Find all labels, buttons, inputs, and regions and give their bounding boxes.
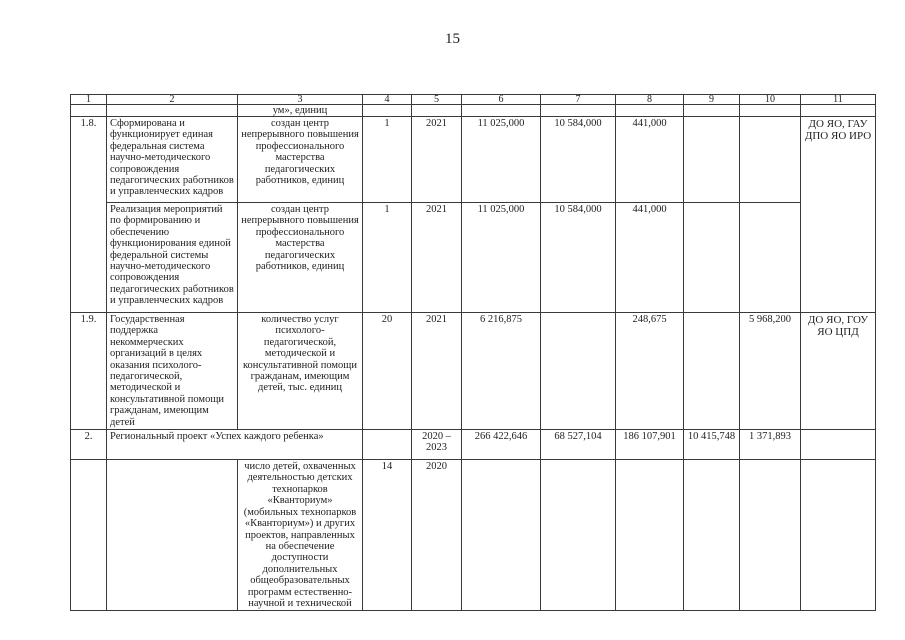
table-row-1-8 — [71, 117, 876, 203]
row-1-8-reg: 441,000 — [616, 117, 684, 203]
continuation-text: ум», единиц — [238, 105, 363, 117]
col-num-7: 7 — [541, 95, 616, 105]
row-1-8-sub-year: 2021 — [412, 203, 462, 313]
col-num-8: 8 — [616, 95, 684, 105]
row-1-8-indicator: создан центр непрерывного повышения профессионального мастерства педагогических работников, единиц — [238, 117, 363, 203]
column-number-row — [71, 95, 876, 105]
col-num-10: 10 — [740, 95, 801, 105]
row-1-9-total: 6 216,875 — [462, 313, 541, 430]
row-1-9-other: 5 968,200 — [740, 313, 801, 430]
table-row-2-indicator — [71, 460, 876, 611]
row-1-9-indicator: количество услуг психолого-педагогической, методической и консультативной помощи гражданам, имеющим детей, тыс. единиц — [238, 313, 363, 430]
col-num-4: 4 — [363, 95, 412, 105]
row-2-indicator: число детей, охваченных деятельностью детских технопарков «Кванториум» (мобильных технопарков «Кванториум») и других проектов, направленных на обеспечение доступности дополнительных общеобразовательных программ естественно-научной и технической — [238, 460, 363, 611]
row-1-9-name: Государственная поддержка некоммерческих организаций в целях оказания психолого-педагогической, методической и консультативной помощи гражданам, имеющим детей — [107, 313, 238, 430]
table-row-1-8-sub — [71, 203, 876, 313]
row-2-ind-value: 14 — [363, 460, 412, 611]
row-1-8-sub-reg: 441,000 — [616, 203, 684, 313]
row-2-local: 10 415,748 — [684, 430, 740, 460]
col-num-3: 3 — [238, 95, 363, 105]
row-1-9-reg: 248,675 — [616, 313, 684, 430]
row-1-8-fed: 10 584,000 — [541, 117, 616, 203]
row-1-9-number: 1.9. — [71, 313, 107, 430]
col-num-9: 9 — [684, 95, 740, 105]
row-1-9-responsible: ДО ЯО, ГОУ ЯО ЦПД — [801, 313, 876, 430]
row-1-8-sub-total: 11 025,000 — [462, 203, 541, 313]
row-1-8-sub-fed: 10 584,000 — [541, 203, 616, 313]
col-num-11: 11 — [801, 95, 876, 105]
row-2-years: 2020 – 2023 — [412, 430, 462, 460]
table-row-2 — [71, 430, 876, 460]
row-1-8-sub-value: 1 — [363, 203, 412, 313]
col-num-5: 5 — [412, 95, 462, 105]
row-1-9-year: 2021 — [412, 313, 462, 430]
row-2-number: 2. — [71, 430, 107, 460]
col-num-2: 2 — [107, 95, 238, 105]
row-2-total: 266 422,646 — [462, 430, 541, 460]
col-num-1: 1 — [71, 95, 107, 105]
col-num-6: 6 — [462, 95, 541, 105]
row-2-other: 1 371,893 — [740, 430, 801, 460]
continuation-row — [71, 105, 876, 117]
row-2-fed: 68 527,104 — [541, 430, 616, 460]
row-1-8-year: 2021 — [412, 117, 462, 203]
row-1-8-responsible: ДО ЯО, ГАУ ДПО ЯО ИРО — [801, 117, 876, 313]
table-row-1-9 — [71, 313, 876, 430]
financing-table — [70, 94, 876, 611]
row-1-8-number: 1.8. — [71, 117, 107, 313]
row-1-8-sub-indicator: создан центр непрерывного повышения профессионального мастерства педагогических работников, единиц — [238, 203, 363, 313]
row-1-8-sub-name: Реализация мероприятий по формированию и обеспечению функционирования единой федеральной системы научно-методического сопровождения педагогических работников и управленческих кадров — [107, 203, 238, 313]
row-1-9-value: 20 — [363, 313, 412, 430]
row-1-8-name: Сформирована и функционирует единая федеральная система научно-методического сопровождения педагогических работников и управленческих кадров — [107, 117, 238, 203]
row-2-name: Региональный проект «Успех каждого ребенка» — [107, 430, 363, 460]
row-2-reg: 186 107,901 — [616, 430, 684, 460]
page-number: 15 — [445, 31, 460, 47]
row-2-ind-year: 2020 — [412, 460, 462, 611]
row-1-8-total: 11 025,000 — [462, 117, 541, 203]
row-1-8-value: 1 — [363, 117, 412, 203]
